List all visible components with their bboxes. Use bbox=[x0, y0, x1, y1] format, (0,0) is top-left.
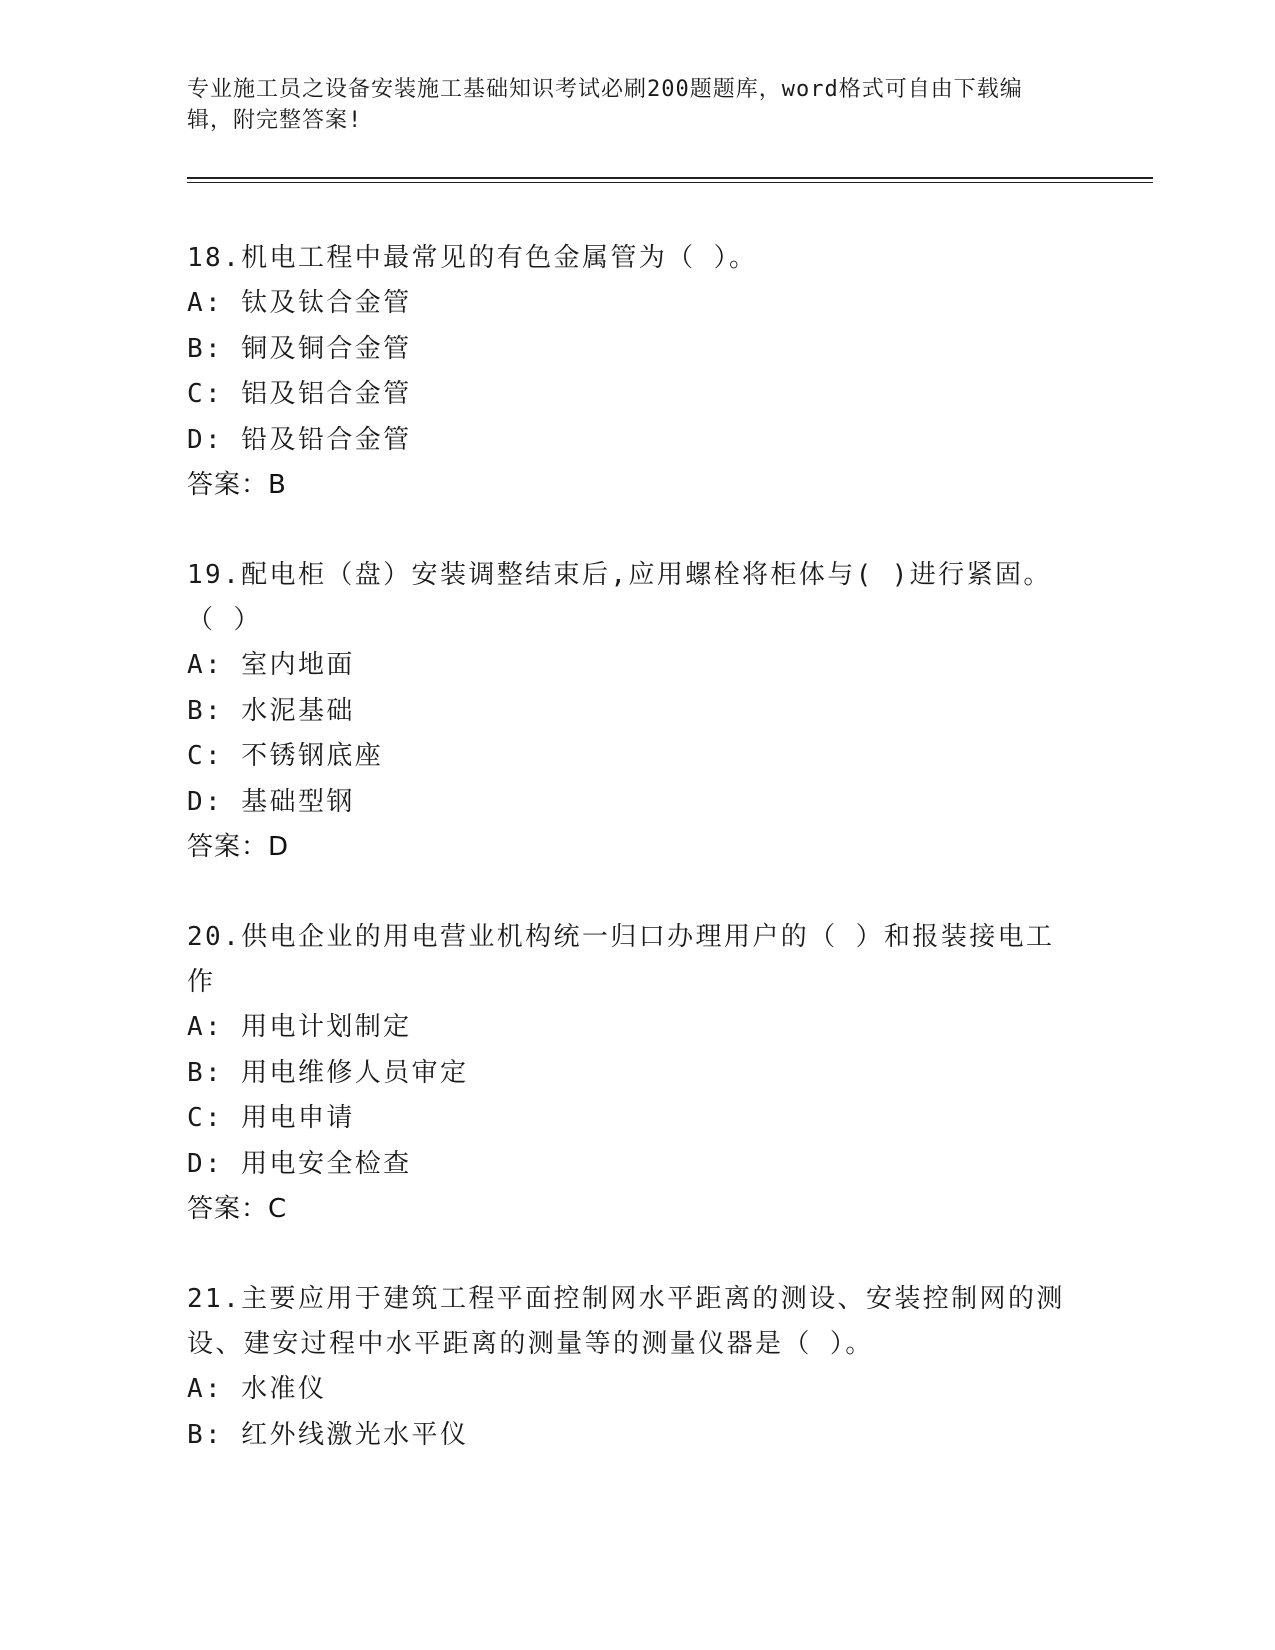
option-b: B: 水泥基础 bbox=[187, 695, 355, 726]
header-divider-bottom bbox=[187, 182, 1153, 183]
question-stem: 20.供电企业的用电营业机构统一归口办理用户的（ ）和报装接电工作 bbox=[187, 922, 1055, 997]
answer-label: 答案：B bbox=[187, 470, 287, 500]
option-a: A: 水准仪 bbox=[187, 1374, 327, 1404]
option-b: B: 用电维修人员审定 bbox=[187, 1057, 469, 1088]
option-c: C: 铝及铝合金管 bbox=[187, 379, 412, 409]
question-20 bbox=[187, 915, 1067, 1232]
option-b: B: 铜及铜合金管 bbox=[187, 333, 412, 364]
answer-label: 答案：D bbox=[187, 832, 290, 862]
option-b: B: 红外线激光水平仪 bbox=[187, 1419, 469, 1450]
document-header: 专业施工员之设备安装施工基础知识考试必刷200题题库，word格式可自由下载编辑，附完整答案! bbox=[187, 77, 1023, 133]
option-d: D: 铅及铅合金管 bbox=[187, 424, 412, 455]
option-d: D: 用电安全检查 bbox=[187, 1148, 412, 1179]
option-d: D: 基础型钢 bbox=[187, 786, 355, 817]
option-c: C: 用电申请 bbox=[187, 1103, 355, 1133]
question-list bbox=[187, 236, 1067, 1503]
question-stem: 18.机电工程中最常见的有色金属管为（ ）。 bbox=[187, 243, 758, 273]
option-a: A: 用电计划制定 bbox=[187, 1012, 412, 1042]
header-divider-top bbox=[187, 177, 1153, 179]
question-stem: 21.主要应用于建筑工程平面控制网水平距离的测设、安装控制网的测设、建安过程中水平距离的测量等的测量仪器是（ ）。 bbox=[187, 1284, 1065, 1359]
question-19 bbox=[187, 553, 1067, 870]
answer-label: 答案：C bbox=[187, 1194, 288, 1224]
option-a: A: 室内地面 bbox=[187, 650, 355, 680]
option-c: C: 不锈钢底座 bbox=[187, 741, 384, 771]
question-stem: 19.配电柜（盘）安装调整结束后,应用螺栓将柜体与( )进行紧固。（ ） bbox=[187, 560, 1052, 635]
question-18 bbox=[187, 236, 1067, 508]
option-a: A: 钛及钛合金管 bbox=[187, 288, 412, 318]
question-21 bbox=[187, 1277, 1067, 1458]
